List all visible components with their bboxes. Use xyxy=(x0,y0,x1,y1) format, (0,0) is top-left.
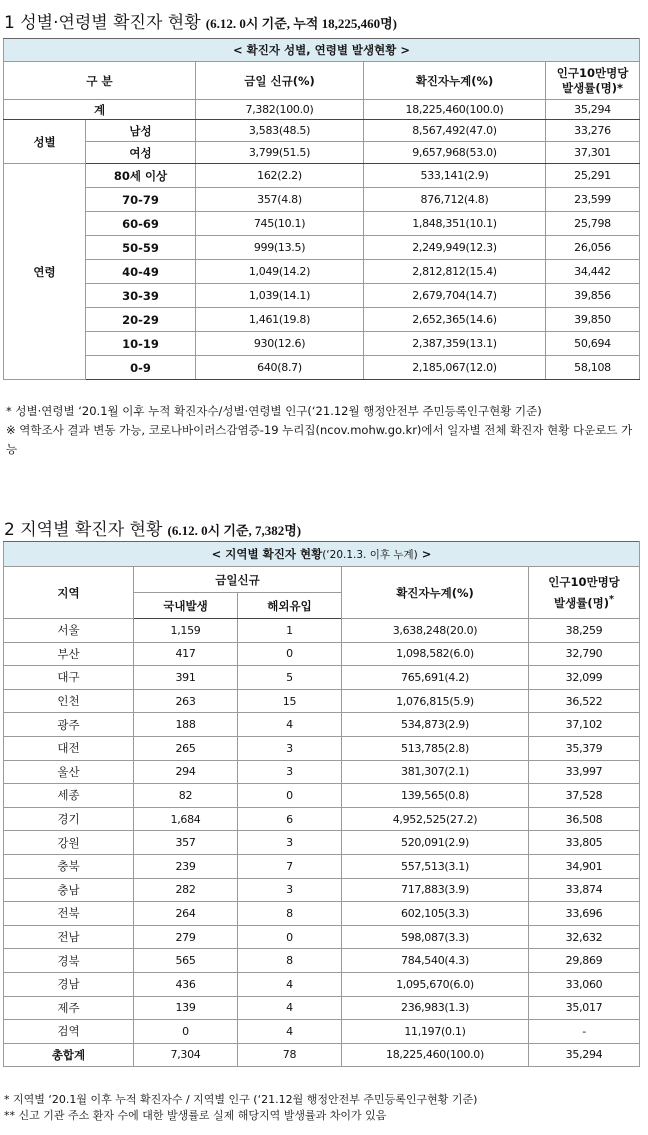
sex-new: 3,799(51.5) xyxy=(196,142,364,164)
age-row xyxy=(4,332,640,356)
region-cumulative: 602,105(3.3) xyxy=(342,902,529,926)
age-new: 162(2.2) xyxy=(196,164,364,188)
age-row xyxy=(4,188,640,212)
region-domestic: 294 xyxy=(134,760,238,784)
section2-heading xyxy=(4,515,301,540)
region-name: 전북 xyxy=(4,902,134,926)
age-cumulative: 2,679,704(14.7) xyxy=(364,284,546,308)
region-name: 인천 xyxy=(4,689,134,713)
region-rate: 29,869 xyxy=(529,949,640,973)
age-rate: 25,798 xyxy=(546,212,640,236)
age-cumulative: 533,141(2.9) xyxy=(364,164,546,188)
age-cumulative: 876,712(4.8) xyxy=(364,188,546,212)
header-rate-line2: 발생률(명)* xyxy=(562,80,624,95)
header-rate-line2: 발생률(명) xyxy=(554,595,609,610)
sex-cumulative: 8,567,492(47.0) xyxy=(364,120,546,142)
region-row xyxy=(4,619,640,643)
age-cumulative: 2,652,365(14.6) xyxy=(364,308,546,332)
region-cumulative: 11,197(0.1) xyxy=(342,1020,529,1044)
region-overseas: 0 xyxy=(238,925,342,949)
age-cumulative: 2,387,359(13.1) xyxy=(364,332,546,356)
total-label: 계 xyxy=(4,100,196,120)
section2-subtitle: (6.12. 0시 기준, 7,382명) xyxy=(167,523,302,538)
region-rate: 32,099 xyxy=(529,666,640,690)
age-cumulative: 2,249,949(12.3) xyxy=(364,236,546,260)
total-rate: 35,294 xyxy=(546,100,640,120)
header-new: 금일 신규(%) xyxy=(196,62,364,100)
region-overseas: 4 xyxy=(238,1020,342,1044)
header-cumulative: 확진자누계(%) xyxy=(364,62,546,100)
region-table-banner xyxy=(4,542,640,567)
region-rate: - xyxy=(529,1020,640,1044)
region-domestic: 436 xyxy=(134,972,238,996)
region-rate: 37,528 xyxy=(529,784,640,808)
region-total-label: 총합계 xyxy=(4,1043,134,1066)
section2-note-2: ** 신고 기관 주소 환자 수에 대한 발생률로 실제 해당지역 발생률과 차이가 있음 xyxy=(4,1109,387,1122)
region-row xyxy=(4,831,640,855)
region-row xyxy=(4,949,640,973)
sex-label: 남성 xyxy=(86,120,196,142)
header-rate xyxy=(546,62,640,100)
sex-rate: 37,301 xyxy=(546,142,640,164)
region-domestic: 1,684 xyxy=(134,807,238,831)
region-overseas: 1 xyxy=(238,619,342,643)
region-name: 제주 xyxy=(4,996,134,1020)
header-cumulative: 확진자누계(%) xyxy=(342,567,529,619)
region-total-row xyxy=(4,1043,640,1066)
region-cumulative: 381,307(2.1) xyxy=(342,760,529,784)
region-overseas: 4 xyxy=(238,996,342,1020)
region-name: 서울 xyxy=(4,619,134,643)
age-label: 20-29 xyxy=(86,308,196,332)
region-domestic: 264 xyxy=(134,902,238,926)
region-domestic: 417 xyxy=(134,642,238,666)
region-domestic: 82 xyxy=(134,784,238,808)
age-row xyxy=(4,164,640,188)
age-label: 70-79 xyxy=(86,188,196,212)
age-label: 80세 이상 xyxy=(86,164,196,188)
header-rate-line1: 인구10만명당 xyxy=(556,65,629,80)
region-row xyxy=(4,642,640,666)
region-domestic: 391 xyxy=(134,666,238,690)
sex-new: 3,583(48.5) xyxy=(196,120,364,142)
region-overseas: 4 xyxy=(238,713,342,737)
region-rate: 33,696 xyxy=(529,902,640,926)
header-domestic: 국내발생 xyxy=(134,593,238,619)
header-region: 지역 xyxy=(4,567,134,619)
region-total-overseas: 78 xyxy=(238,1043,342,1066)
age-cumulative: 1,848,351(10.1) xyxy=(364,212,546,236)
section1-notes xyxy=(6,402,636,459)
region-cumulative: 598,087(3.3) xyxy=(342,925,529,949)
region-cumulative: 513,785(2.8) xyxy=(342,736,529,760)
age-rate: 58,108 xyxy=(546,356,640,380)
region-rate: 35,017 xyxy=(529,996,640,1020)
age-rate: 34,442 xyxy=(546,260,640,284)
region-cumulative: 717,883(3.9) xyxy=(342,878,529,902)
age-new: 999(13.5) xyxy=(196,236,364,260)
region-total-rate: 35,294 xyxy=(529,1043,640,1066)
age-row xyxy=(4,356,640,380)
region-rate: 32,632 xyxy=(529,925,640,949)
region-name: 부산 xyxy=(4,642,134,666)
header-overseas: 해외유입 xyxy=(238,593,342,619)
region-rate: 36,508 xyxy=(529,807,640,831)
region-domestic: 263 xyxy=(134,689,238,713)
region-name: 울산 xyxy=(4,760,134,784)
region-overseas: 5 xyxy=(238,666,342,690)
region-overseas: 6 xyxy=(238,807,342,831)
sex-age-table-banner: < 확진자 성별, 연령별 발생현황 > xyxy=(4,39,640,62)
region-domestic: 0 xyxy=(134,1020,238,1044)
region-row xyxy=(4,1020,640,1044)
section1-heading xyxy=(4,8,397,33)
total-new: 7,382(100.0) xyxy=(196,100,364,120)
region-name: 검역 xyxy=(4,1020,134,1044)
age-label: 10-19 xyxy=(86,332,196,356)
region-name: 경기 xyxy=(4,807,134,831)
region-row xyxy=(4,760,640,784)
sex-age-table xyxy=(3,38,640,380)
region-rate: 33,805 xyxy=(529,831,640,855)
region-cumulative: 534,873(2.9) xyxy=(342,713,529,737)
age-cumulative: 2,185,067(12.0) xyxy=(364,356,546,380)
region-row xyxy=(4,736,640,760)
age-rate: 39,850 xyxy=(546,308,640,332)
region-rate: 37,102 xyxy=(529,713,640,737)
section2-title: 2 지역별 확진자 현황 xyxy=(4,520,163,540)
sex-label: 여성 xyxy=(86,142,196,164)
region-overseas: 3 xyxy=(238,736,342,760)
region-overseas: 3 xyxy=(238,760,342,784)
age-new: 1,461(19.8) xyxy=(196,308,364,332)
age-label: 40-49 xyxy=(86,260,196,284)
region-name: 경남 xyxy=(4,972,134,996)
age-rate: 26,056 xyxy=(546,236,640,260)
age-new: 745(10.1) xyxy=(196,212,364,236)
header-rate-mark: * xyxy=(608,593,614,605)
region-domestic: 279 xyxy=(134,925,238,949)
region-total-domestic: 7,304 xyxy=(134,1043,238,1066)
region-row xyxy=(4,854,640,878)
region-overseas: 3 xyxy=(238,831,342,855)
sex-row xyxy=(4,142,640,164)
region-cumulative: 1,098,582(6.0) xyxy=(342,642,529,666)
region-rate: 36,522 xyxy=(529,689,640,713)
section1-title: 1 성별·연령별 확진자 현황 xyxy=(4,13,201,33)
age-row xyxy=(4,212,640,236)
sex-group-label: 성별 xyxy=(4,120,86,164)
region-row xyxy=(4,925,640,949)
region-overseas: 8 xyxy=(238,902,342,926)
region-name: 대구 xyxy=(4,666,134,690)
region-cumulative: 765,691(4.2) xyxy=(342,666,529,690)
region-name: 전남 xyxy=(4,925,134,949)
region-name: 세종 xyxy=(4,784,134,808)
sex-row xyxy=(4,120,640,142)
region-rate: 32,790 xyxy=(529,642,640,666)
age-label: 60-69 xyxy=(86,212,196,236)
age-label: 0-9 xyxy=(86,356,196,380)
age-label: 50-59 xyxy=(86,236,196,260)
region-total-cumulative: 18,225,460(100.0) xyxy=(342,1043,529,1066)
region-domestic: 282 xyxy=(134,878,238,902)
region-cumulative: 1,095,670(6.0) xyxy=(342,972,529,996)
header-today: 금일신규 xyxy=(134,567,342,593)
region-row xyxy=(4,996,640,1020)
total-row xyxy=(4,100,640,120)
age-row xyxy=(4,284,640,308)
region-overseas: 0 xyxy=(238,784,342,808)
region-rate: 34,901 xyxy=(529,854,640,878)
section1-note-2: ※ 역학조사 결과 변동 가능, 코로나바이러스감염증-19 누리집(ncov.mohw.go.kr)에서 일자별 전체 확진자 현황 다운로드 가능 xyxy=(6,423,633,456)
region-cumulative: 139,565(0.8) xyxy=(342,784,529,808)
region-rate: 35,379 xyxy=(529,736,640,760)
region-name: 경북 xyxy=(4,949,134,973)
section2-note-1: * 지역별 ‘20.1월 이후 누적 확진자수 / 지역별 인구 (‘21.12월 행정안전부 주민등록인구현황 기준) xyxy=(4,1093,478,1106)
age-cumulative: 2,812,812(15.4) xyxy=(364,260,546,284)
region-overseas: 0 xyxy=(238,642,342,666)
region-overseas: 15 xyxy=(238,689,342,713)
region-cumulative: 1,076,815(5.9) xyxy=(342,689,529,713)
region-rate: 33,060 xyxy=(529,972,640,996)
section2-notes xyxy=(4,1092,477,1124)
age-row xyxy=(4,260,640,284)
region-table xyxy=(3,541,640,1067)
age-new: 357(4.8) xyxy=(196,188,364,212)
region-row xyxy=(4,689,640,713)
region-cumulative: 3,638,248(20.0) xyxy=(342,619,529,643)
region-domestic: 1,159 xyxy=(134,619,238,643)
region-name: 충남 xyxy=(4,878,134,902)
region-cumulative: 4,952,525(27.2) xyxy=(342,807,529,831)
age-rate: 39,856 xyxy=(546,284,640,308)
section1-note-1: * 성별·연령별 ‘20.1월 이후 누적 확진자수/성별·연령별 인구(‘21.12월 행정안전부 주민등록인구현황 기준) xyxy=(6,404,542,418)
age-new: 1,049(14.2) xyxy=(196,260,364,284)
age-row xyxy=(4,308,640,332)
region-row xyxy=(4,666,640,690)
section1-subtitle: (6.12. 0시 기준, 누적 18,225,460명) xyxy=(205,16,398,31)
region-row xyxy=(4,807,640,831)
age-group-label: 연령 xyxy=(4,164,86,380)
region-cumulative: 784,540(4.3) xyxy=(342,949,529,973)
sex-cumulative: 9,657,968(53.0) xyxy=(364,142,546,164)
region-row xyxy=(4,878,640,902)
region-domestic: 188 xyxy=(134,713,238,737)
sex-rate: 33,276 xyxy=(546,120,640,142)
age-new: 930(12.6) xyxy=(196,332,364,356)
region-banner-period: (‘20.1.3. 이후 누계) xyxy=(322,549,418,561)
region-name: 광주 xyxy=(4,713,134,737)
region-row xyxy=(4,713,640,737)
age-rate: 25,291 xyxy=(546,164,640,188)
region-domestic: 565 xyxy=(134,949,238,973)
region-rate: 38,259 xyxy=(529,619,640,643)
region-cumulative: 557,513(3.1) xyxy=(342,854,529,878)
total-cumulative: 18,225,460(100.0) xyxy=(364,100,546,120)
region-cumulative: 236,983(1.3) xyxy=(342,996,529,1020)
age-new: 640(8.7) xyxy=(196,356,364,380)
region-banner-end: > xyxy=(417,547,432,561)
region-banner-title: < 지역별 확진자 현황 xyxy=(211,547,323,561)
region-row xyxy=(4,784,640,808)
region-domestic: 357 xyxy=(134,831,238,855)
region-name: 충북 xyxy=(4,854,134,878)
region-rate: 33,997 xyxy=(529,760,640,784)
region-overseas: 8 xyxy=(238,949,342,973)
region-domestic: 265 xyxy=(134,736,238,760)
header-category: 구 분 xyxy=(4,62,196,100)
header-rate-line1: 인구10만명당 xyxy=(548,574,620,589)
header-rate xyxy=(529,567,640,619)
age-new: 1,039(14.1) xyxy=(196,284,364,308)
region-domestic: 239 xyxy=(134,854,238,878)
region-row xyxy=(4,902,640,926)
region-overseas: 3 xyxy=(238,878,342,902)
age-rate: 23,599 xyxy=(546,188,640,212)
region-rate: 33,874 xyxy=(529,878,640,902)
age-row xyxy=(4,236,640,260)
region-name: 강원 xyxy=(4,831,134,855)
region-cumulative: 520,091(2.9) xyxy=(342,831,529,855)
age-label: 30-39 xyxy=(86,284,196,308)
region-domestic: 139 xyxy=(134,996,238,1020)
region-row xyxy=(4,972,640,996)
region-name: 대전 xyxy=(4,736,134,760)
region-overseas: 4 xyxy=(238,972,342,996)
region-overseas: 7 xyxy=(238,854,342,878)
age-rate: 50,694 xyxy=(546,332,640,356)
